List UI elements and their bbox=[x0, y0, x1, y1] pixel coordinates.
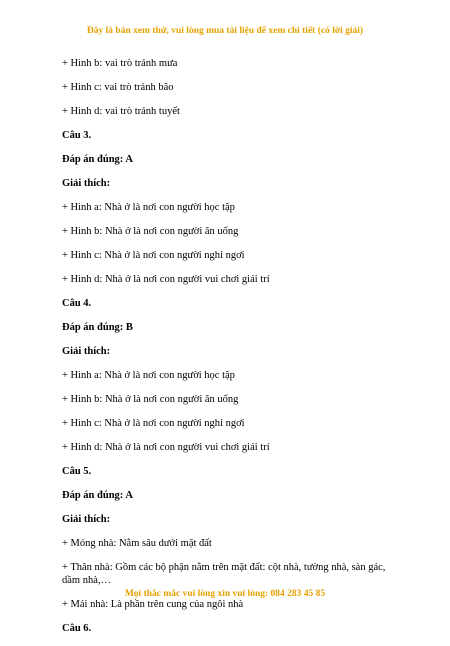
section-heading: Câu 6. bbox=[62, 623, 92, 634]
body-text-line: + Hình c: Nhà ở là nơi con người nghỉ ngơi bbox=[62, 250, 245, 261]
body-text-line: + Hình c: vai trò tránh bão bbox=[62, 82, 174, 93]
section-heading: Đáp án đúng: A bbox=[62, 154, 133, 165]
body-text-line: + Hình b: vai trò tránh mưa bbox=[62, 58, 178, 69]
body-text-line: + Hình d: Nhà ở là nơi con người vui chơi giải trí bbox=[62, 442, 270, 453]
section-heading: Đáp án đúng: A bbox=[62, 490, 133, 501]
contact-notice-banner: Mọi thắc mắc vui lòng xin vui lòng: 084 283 45 85 bbox=[124, 589, 326, 599]
section-heading: Giải thích: bbox=[62, 514, 111, 525]
section-heading: Giải thích: bbox=[62, 346, 111, 357]
body-text-line: + Hình a: Nhà ở là nơi con người học tập bbox=[62, 370, 235, 381]
body-text-line: + Hình d: Nhà ở là nơi con người vui chơi giải trí bbox=[62, 274, 270, 285]
section-heading: Câu 4. bbox=[62, 298, 92, 309]
body-text-line: + Móng nhà: Nằm sâu dưới mặt đất bbox=[62, 538, 212, 549]
body-text-line: + Mái nhà: Là phần trên cung của ngôi nhà bbox=[62, 599, 244, 610]
preview-notice-banner: Đây là bản xem thử, vui lòng mua tài liệu để xem chi tiết (có lời giải) bbox=[86, 26, 364, 36]
section-heading: Câu 3. bbox=[62, 130, 92, 141]
body-text-line: + Hình d: vai trò tránh tuyết bbox=[62, 106, 180, 117]
section-heading: Giải thích: bbox=[62, 178, 111, 189]
section-heading: Câu 5. bbox=[62, 466, 92, 477]
body-text-line: + Hình a: Nhà ở là nơi con người học tập bbox=[62, 202, 235, 213]
body-text-line: + Hình b: Nhà ở là nơi con người ăn uống bbox=[62, 226, 239, 237]
body-text-line: + Hình c: Nhà ở là nơi con người nghỉ ngơi bbox=[62, 418, 245, 429]
document-body bbox=[62, 57, 402, 646]
body-text-line: + Hình b: Nhà ở là nơi con người ăn uống bbox=[62, 394, 239, 405]
section-heading: Đáp án đúng: B bbox=[62, 322, 133, 333]
body-text-line: + Thân nhà: Gồm các bộ phận nằm trên mặt đất: cột nhà, tường nhà, sàn gác, dầm nhà,… bbox=[62, 562, 386, 586]
